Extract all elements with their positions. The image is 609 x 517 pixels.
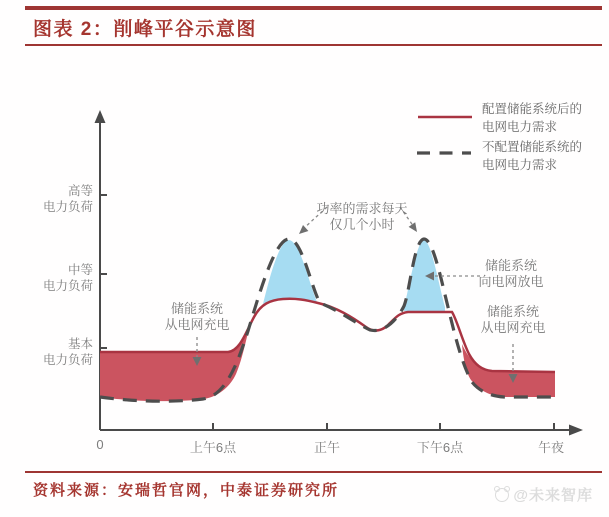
legend-item-without-storage: 不配置储能系统的 电网电力需求 <box>482 140 583 172</box>
x-label-6am: 上午6点 <box>189 440 237 455</box>
legend-item-with-storage: 配置储能系统后的 电网电力需求 <box>482 102 583 134</box>
x-label-midnight: 午夜 <box>537 440 564 455</box>
charge-note-left: 储能系统 从电网充电 <box>164 301 230 332</box>
y-axis-arrow <box>95 110 106 123</box>
y-label-medium: 中等 电力负荷 <box>42 263 93 293</box>
source-note: 资料来源：安瑞哲官网，中泰证券研究所 <box>33 482 340 499</box>
watermark-logo-icon <box>495 488 509 502</box>
x-label-noon: 正午 <box>313 440 340 455</box>
x-label-0: 0 <box>96 437 104 452</box>
peak-note: 功率的需求每天 仅几个小时 <box>316 201 408 232</box>
charge-area-left <box>100 322 251 401</box>
charge-note-right: 储能系统 从电网充电 <box>480 304 546 335</box>
watermark-text: @未来智库 <box>513 487 593 504</box>
page-title: 图表 2：削峰平谷示意图 <box>33 19 257 40</box>
x-axis-arrow <box>569 425 583 436</box>
discharge-note: 储能系统 向电网放电 <box>478 258 544 289</box>
watermark <box>495 484 593 505</box>
y-label-high: 高等 电力负荷 <box>42 184 93 214</box>
y-axis-ticks <box>100 195 107 348</box>
y-label-basic: 基本 电力负荷 <box>42 337 93 367</box>
footer-rule <box>25 471 602 473</box>
x-label-6pm: 下午6点 <box>416 440 464 455</box>
x-axis-ticks <box>213 423 554 430</box>
